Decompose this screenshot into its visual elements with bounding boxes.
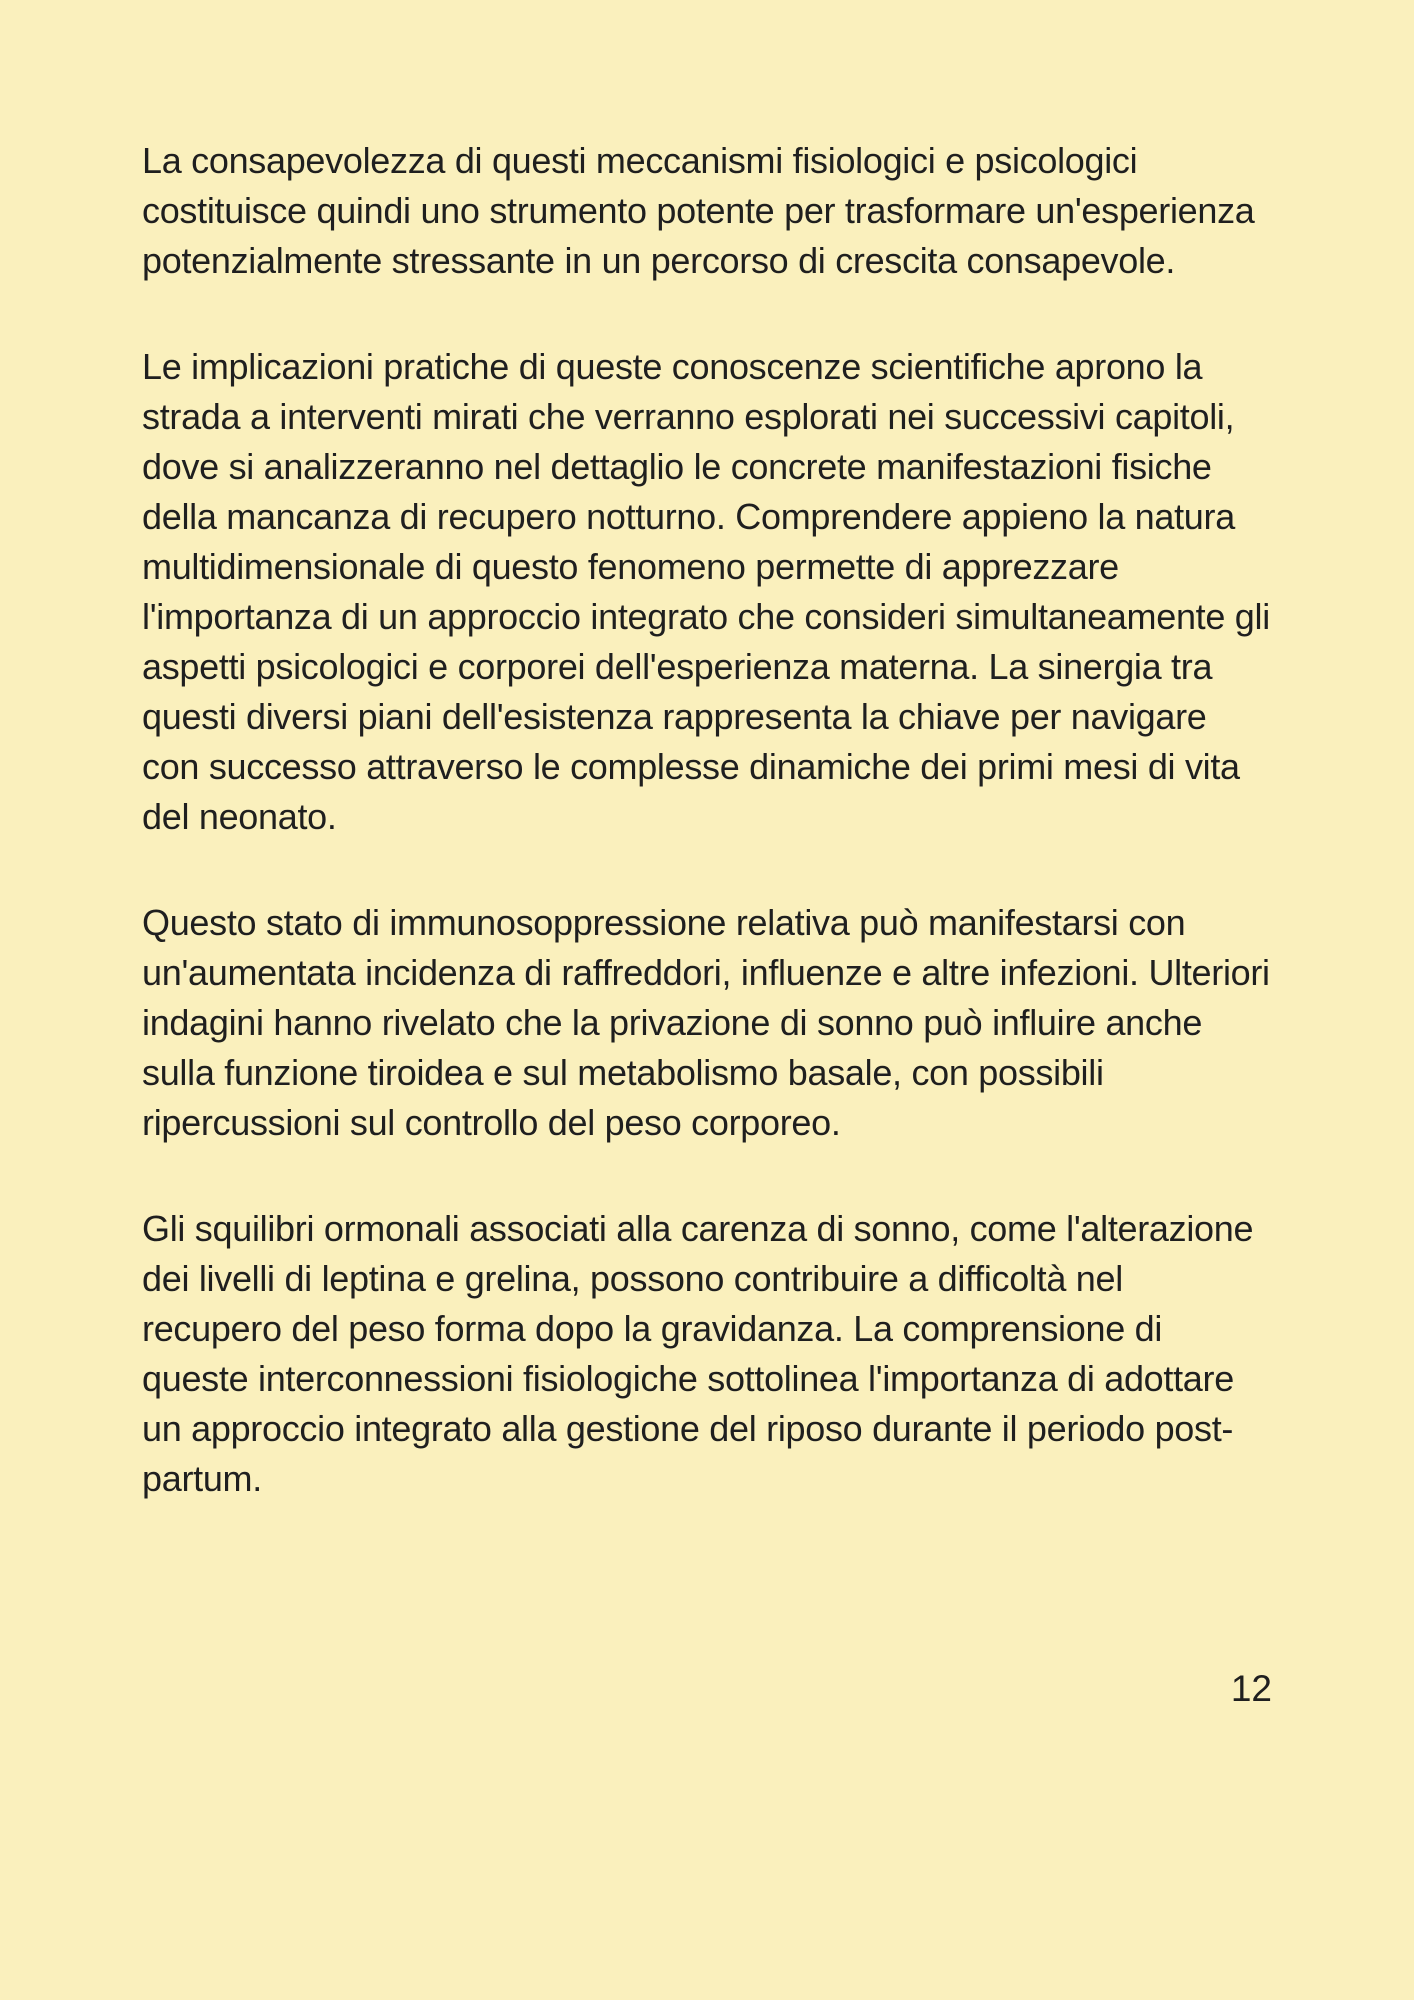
paragraph-practical-implications: Le implicazioni pratiche di queste conoscenze scientifiche aprono la strada a interventi mirati che verranno esplorati nei successivi capitoli, dove si analizzeranno nel dettaglio le concrete manifestazioni fisiche della mancanza di recupero notturno. Comprendere appieno la natura multidimensionale di questo fenomeno permette di apprezzare l'importanza di un approccio integrato che consideri simultaneamente gli aspetti psicologici e corporei dell'esperienza materna. La sinergia tra questi diversi piani dell'esistenza rappresenta la chiave per navigare con successo attraverso le complesse dinamiche dei primi mesi di vita del neonato. (142, 346, 1270, 837)
page-number: 12 (1230, 1668, 1272, 1709)
paragraph-awareness: La consapevolezza di questi meccanismi fisiologici e psicologici costituisce quindi uno strumento potente per trasformare un'esperienza potenzialmente stressante in un percorso di crescita consapevole. (142, 140, 1255, 281)
paragraph-hormonal-imbalances: Gli squilibri ormonali associati alla carenza di sonno, come l'alterazione dei livelli di leptina e grelina, possono contribuire a difficoltà nel recupero del peso forma dopo la gravidanza. La comprensione di queste interconnessioni fisiologiche sottolinea l'importanza di adottare un approccio integrato alla gestione del riposo durante il periodo post-partum. (142, 1208, 1254, 1499)
paragraph-immunosuppression: Questo stato di immunosoppressione relativa può manifestarsi con un'aumentata incidenza di raffreddori, influenze e altre infezioni. Ulteriori indagini hanno rivelato che la privazione di sonno può influire anche sulla funzione tiroidea e sul metabolismo basale, con possibili ripercussioni sul controllo del peso corporeo. (142, 902, 1270, 1143)
